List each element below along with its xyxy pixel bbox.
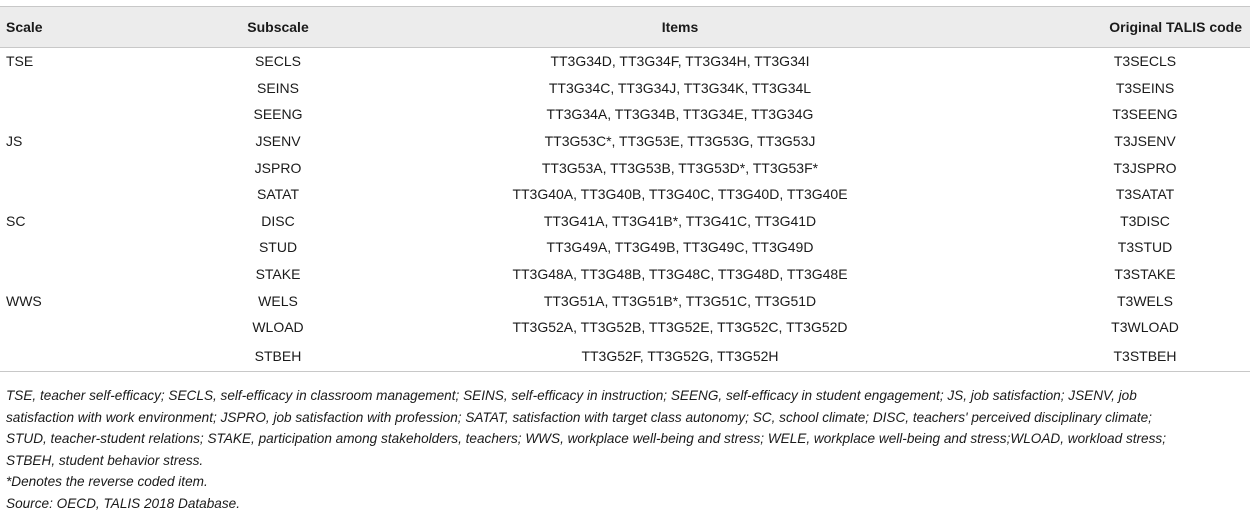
cell-items: TT3G53A, TT3G53B, TT3G53D*, TT3G53F* bbox=[541, 159, 819, 176]
cell-subscale: JSENV bbox=[255, 133, 301, 150]
table-row bbox=[0, 128, 1250, 155]
cell-code: T3SECLS bbox=[1113, 53, 1177, 70]
cell-code: T3WLOAD bbox=[1111, 319, 1179, 336]
cell-subscale: SATAT bbox=[257, 186, 299, 203]
cell-scale bbox=[0, 341, 182, 372]
cell-subscale: SEENG bbox=[253, 106, 303, 123]
cell-scale: SC bbox=[6, 212, 26, 229]
header-row bbox=[0, 7, 1250, 48]
cell-items: TT3G52F, TT3G52G, TT3G52H bbox=[374, 341, 986, 372]
header-code: Original TALIS code bbox=[1109, 19, 1242, 35]
cell-scale bbox=[0, 314, 182, 341]
cell-items: TT3G34D, TT3G34F, TT3G34H, TT3G34I bbox=[550, 53, 810, 70]
table-row bbox=[0, 234, 1250, 261]
table-row bbox=[0, 314, 1250, 341]
cell-items: TT3G48A, TT3G48B, TT3G48C, TT3G48D, TT3G48E bbox=[512, 266, 848, 283]
table-row bbox=[0, 154, 1250, 181]
reverse-coded-note: *Denotes the reverse coded item. bbox=[6, 474, 208, 489]
cell-scale bbox=[0, 154, 182, 181]
table-row bbox=[0, 341, 1250, 372]
source-note: Source: OECD, TALIS 2018 Database. bbox=[6, 495, 240, 511]
cell-code: T3JSENV bbox=[1114, 133, 1176, 150]
cell-scale: TSE bbox=[6, 53, 34, 70]
cell-subscale: STBEH bbox=[182, 341, 374, 372]
cell-code: T3STAKE bbox=[1114, 266, 1176, 283]
cell-scale bbox=[0, 234, 182, 261]
table-row bbox=[0, 261, 1250, 288]
cell-scale bbox=[0, 181, 182, 208]
header-scale: Scale bbox=[6, 19, 43, 35]
table-row bbox=[0, 208, 1250, 235]
cell-scale bbox=[0, 75, 182, 102]
cell-scale bbox=[0, 261, 182, 288]
cell-subscale: STUD bbox=[258, 239, 298, 256]
data-table-container bbox=[0, 6, 1242, 372]
table-body bbox=[0, 48, 1250, 372]
cell-scale: WWS bbox=[6, 292, 42, 309]
cell-subscale: WELS bbox=[258, 292, 298, 309]
cell-items: TT3G34C, TT3G34J, TT3G34K, TT3G34L bbox=[548, 79, 812, 96]
cell-subscale: DISC bbox=[261, 212, 295, 229]
header-items: Items bbox=[661, 19, 699, 35]
cell-subscale: JSPRO bbox=[254, 159, 302, 176]
cell-scale: JS bbox=[6, 133, 23, 150]
cell-subscale: SEINS bbox=[256, 79, 299, 96]
cell-code: T3STBEH bbox=[986, 341, 1250, 372]
table-row bbox=[0, 181, 1250, 208]
cell-code: T3JSPRO bbox=[1113, 159, 1177, 176]
cell-subscale: STAKE bbox=[255, 266, 301, 283]
cell-items: TT3G49A, TT3G49B, TT3G49C, TT3G49D bbox=[546, 239, 814, 256]
table-footnotes bbox=[6, 385, 1196, 514]
cell-code: T3WELS bbox=[1116, 292, 1173, 309]
cell-code: T3SEENG bbox=[1112, 106, 1178, 123]
cell-items: TT3G41A, TT3G41B*, TT3G41C, TT3G41D bbox=[543, 212, 817, 229]
cell-items: TT3G52A, TT3G52B, TT3G52E, TT3G52C, TT3G52D bbox=[512, 319, 848, 336]
cell-items: TT3G40A, TT3G40B, TT3G40C, TT3G40D, TT3G40E bbox=[512, 186, 848, 203]
cell-code: T3SATAT bbox=[1115, 186, 1175, 203]
cell-code: T3DISC bbox=[1120, 212, 1170, 229]
table-row bbox=[0, 48, 1250, 75]
table-row bbox=[0, 101, 1250, 128]
table-header bbox=[0, 7, 1250, 48]
abbreviations-note: TSE, teacher self-efficacy; SECLS, self-efficacy in classroom management; SEINS, self-efficacy in instruction; SEENG, self-efficacy in student engagement; JS, job satisfaction; JSENV, job satisfaction with work environment; JSPRO, job satisfaction with profession; SATAT, satisfaction with target class autonomy; SC, school climate; DISC, teachers' perceived disciplinary climate; STUD, teacher-student relations; STAKE, participation among stakeholders, teachers; WWS, workplace well-being and stress; WELE, workplace well-being and stress;WLOAD, workload stress; STBEH, student behavior stress. bbox=[6, 388, 1166, 468]
header-subscale: Subscale bbox=[247, 19, 309, 35]
cell-subscale: WLOAD bbox=[252, 319, 304, 336]
cell-items: TT3G53C*, TT3G53E, TT3G53G, TT3G53J bbox=[544, 133, 816, 150]
cell-code: T3SEINS bbox=[1115, 79, 1175, 96]
scales-table bbox=[0, 6, 1250, 372]
table-row bbox=[0, 287, 1250, 314]
table-row bbox=[0, 75, 1250, 102]
cell-code: T3STUD bbox=[1117, 239, 1173, 256]
cell-scale bbox=[0, 101, 182, 128]
cell-subscale: SECLS bbox=[255, 53, 301, 70]
cell-items: TT3G51A, TT3G51B*, TT3G51C, TT3G51D bbox=[543, 292, 817, 309]
cell-items: TT3G34A, TT3G34B, TT3G34E, TT3G34G bbox=[546, 106, 814, 123]
